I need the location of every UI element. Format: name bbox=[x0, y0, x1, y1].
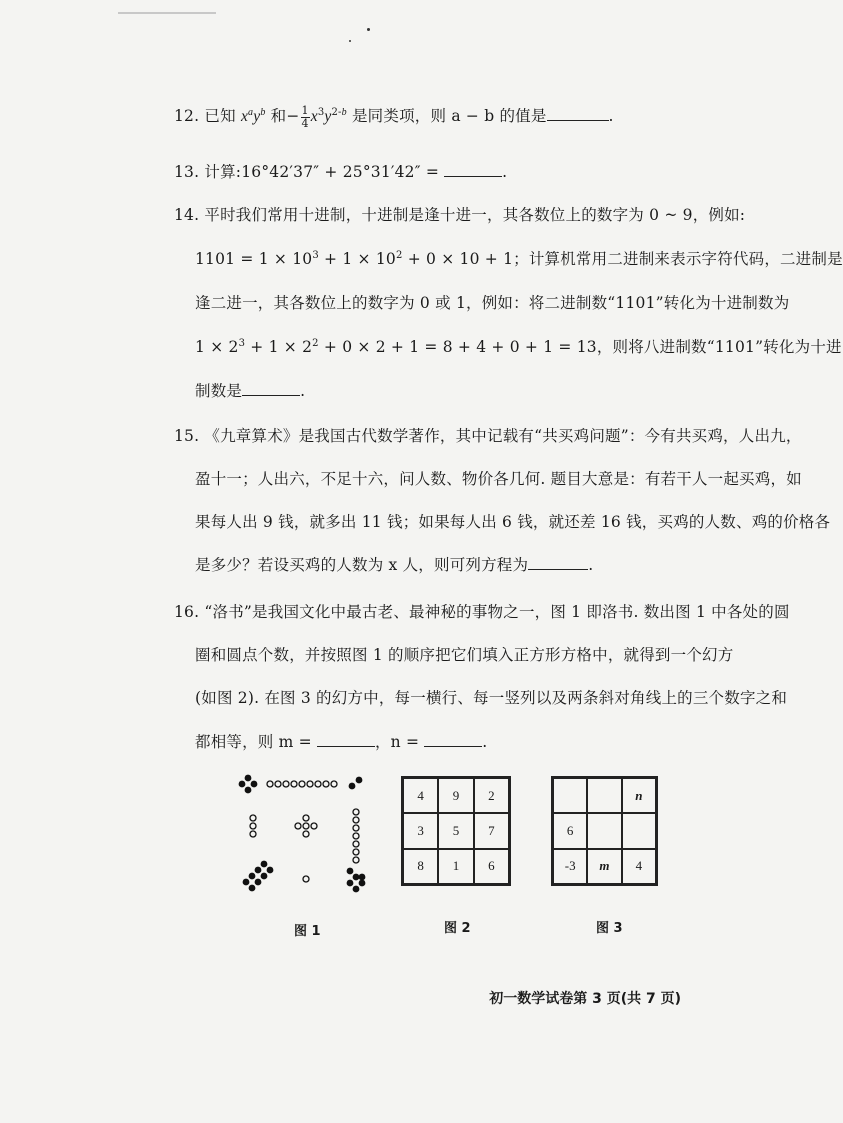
answer-blank bbox=[242, 381, 300, 396]
grid-cell: 3 bbox=[403, 813, 438, 848]
question-13: 13. 计算:16°42′37″ + 25°31′42″ = . bbox=[174, 163, 508, 181]
question-16-line-2: 圈和圆点个数，并按照图 1 的顺序把它们填入正方形方格中，就得到一个幻方 bbox=[195, 646, 734, 664]
magic-square-figure-2 bbox=[401, 776, 511, 886]
answer-blank bbox=[444, 162, 502, 177]
grid-cell: 8 bbox=[403, 849, 438, 884]
page-footer: 初一数学试卷第 3 页(共 7 页) bbox=[489, 991, 681, 1007]
question-15-line-1: 15. 《九章算术》是我国古代数学著作，其中记载有“共买鸡问题”：今有共买鸡，人出九， bbox=[174, 427, 802, 445]
grid-cell: 6 bbox=[553, 813, 587, 848]
grid-cell: 6 bbox=[474, 849, 509, 884]
question-14-line-4: $1 \times 2^3 + 1 \times 2^2 + 0 \times 2 + 1 = 8 + 4 + 0 + 1 = 13$，则将八进制数“1101”转化为十进 bbox=[195, 337, 842, 356]
question-15-line-4: 是多少？若设买鸡的人数为 x 人，则可列方程为 . bbox=[195, 556, 594, 574]
question-number: 16. bbox=[174, 603, 200, 621]
question-14-line-2: $1101 = 1 \times 10^3 + 1 \times 10^2 + 0 \times 10 + 1$；计算机常用二进制来表示字符代码，二进制是 bbox=[195, 249, 843, 268]
scan-speck bbox=[367, 28, 370, 31]
grid-cell: 4 bbox=[403, 778, 438, 813]
grid-cell: 7 bbox=[474, 813, 509, 848]
figure-1-caption: 图 1 bbox=[294, 924, 321, 939]
grid-cell-n: n bbox=[622, 778, 656, 813]
grid-cell bbox=[553, 778, 587, 813]
scan-mark bbox=[118, 12, 216, 14]
grid-cell: 1 bbox=[438, 849, 473, 884]
answer-blank-n bbox=[424, 732, 482, 747]
answer-blank-m bbox=[317, 732, 375, 747]
grid-cell bbox=[587, 778, 621, 813]
grid-cell: 2 bbox=[474, 778, 509, 813]
question-number: 12. bbox=[174, 107, 200, 125]
question-14-line-1: 14. 平时我们常用十进制，十进制是逢十进一，其各数位上的数字为 0 ~ 9，例如: bbox=[174, 206, 746, 224]
question-16-line-1: 16. “洛书”是我国文化中最古老、最神秘的事物之一，图 1 即洛书. 数出图 1 中各处的圆 bbox=[174, 603, 790, 621]
question-number: 14. bbox=[174, 206, 200, 224]
grid-cell: -3 bbox=[553, 849, 587, 884]
figure-3-caption: 图 3 bbox=[596, 921, 623, 936]
scan-speck bbox=[349, 40, 351, 42]
question-number: 15. bbox=[174, 427, 200, 445]
question-15-line-3: 果每人出 9 钱，就多出 11 钱；如果每人出 6 钱，就还差 16 钱，买鸡的人数、鸡的价格各 bbox=[195, 513, 831, 531]
question-15-line-2: 盈十一；人出六，不足十六，问人数、物价各几何. 题目大意是：有若干人一起买鸡，如 bbox=[195, 470, 802, 488]
question-12: 12. 已知 $x^ay^b$ 和− $\frac{1}{4}$ $x^3y^{2-b}$ 是同类项，则 a − b 的值是 . bbox=[174, 103, 614, 130]
grid-cell: 4 bbox=[622, 849, 656, 884]
grid-cell: 9 bbox=[438, 778, 473, 813]
question-14-line-5: 制数是 . bbox=[195, 382, 306, 400]
question-number: 13. bbox=[174, 163, 200, 181]
grid-cell-m: m bbox=[587, 849, 621, 884]
figure-2-caption: 图 2 bbox=[444, 921, 471, 936]
luoshu-figure bbox=[238, 772, 378, 897]
question-16-line-4: 都相等，则 m = ，n = . bbox=[195, 733, 488, 751]
answer-blank bbox=[547, 106, 609, 121]
question-16-line-3: (如图 2). 在图 3 的幻方中，每一横行、每一竖列以及两条斜对角线上的三个数字之和 bbox=[195, 689, 788, 707]
question-14-line-3: 逢二进一，其各数位上的数字为 0 或 1，例如：将二进制数“1101”转化为十进制数为 bbox=[195, 294, 790, 312]
grid-cell bbox=[622, 813, 656, 848]
fraction: $\frac{1}{4}$ bbox=[301, 103, 309, 130]
grid-cell bbox=[587, 813, 621, 848]
answer-blank bbox=[528, 555, 588, 570]
magic-square-figure-3 bbox=[551, 776, 658, 886]
grid-cell: 5 bbox=[438, 813, 473, 848]
